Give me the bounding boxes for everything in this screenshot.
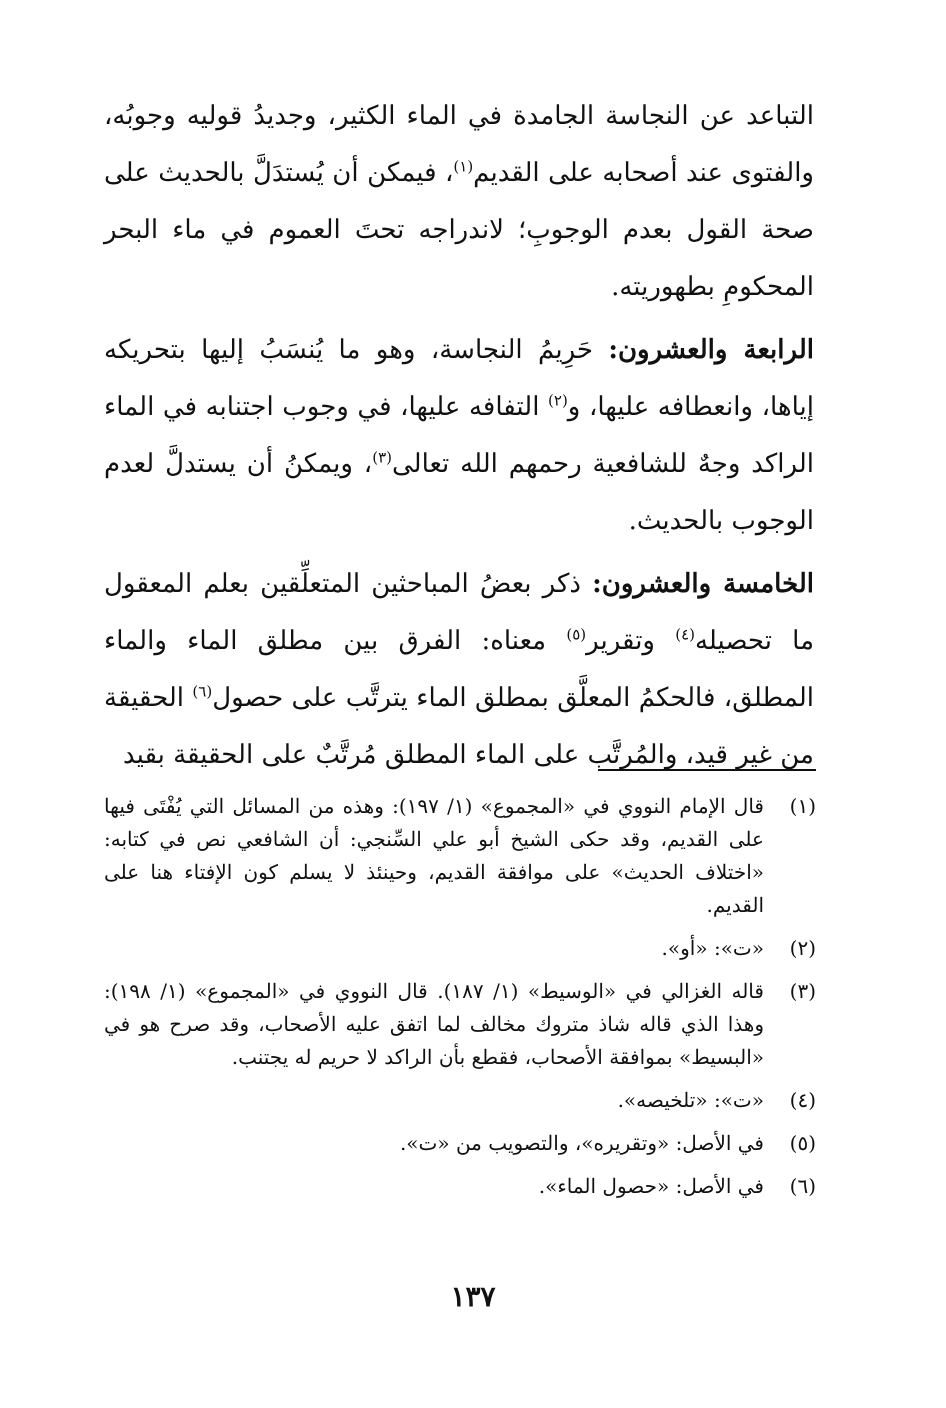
footnotes bbox=[104, 790, 816, 1213]
footnote-text: «ت»: «تلخيصه». bbox=[617, 1088, 764, 1112]
footnote-text: في الأصل: «حصول الماء». bbox=[538, 1174, 764, 1198]
paragraph-2-text-c: ، ويمكنُ أن يستدلَّ لعدم الوجوب بالحديث. bbox=[104, 449, 814, 536]
paragraph-3 bbox=[104, 556, 814, 784]
footnote-ref-4: (٤) bbox=[675, 625, 695, 644]
footnote-number: (٦) bbox=[789, 1174, 816, 1198]
paragraph-1 bbox=[104, 88, 814, 316]
footnote-number: (١) bbox=[789, 794, 816, 818]
footnote-2 bbox=[104, 932, 816, 965]
footnote-text: قاله الغزالي في «الوسيط» (١/ ١٨٧). قال النووي في «المجموع» (١/ ١٩٨): وهذا الذي قاله شاذ متروك مخالف لما اتفق عليه الأصحاب، وقد صرح هو في «البسيط» بموافقة الأصحاب، فقطع بأن الراكد لا حريم له يجتنب. bbox=[104, 979, 764, 1069]
footnote-separator bbox=[598, 769, 816, 771]
main-text bbox=[104, 88, 814, 784]
paragraph-3-text-b: وتقرير bbox=[586, 626, 676, 656]
paragraph-3-heading: الخامسة والعشرون: bbox=[592, 569, 814, 599]
paragraph-2 bbox=[104, 322, 814, 550]
footnote-ref-6: (٦) bbox=[192, 682, 213, 701]
footnote-ref-1: (١) bbox=[453, 157, 474, 176]
footnote-ref-5: (٥) bbox=[566, 625, 587, 644]
footnote-text: في الأصل: «وتقريره»، والتصويب من «ت». bbox=[399, 1131, 764, 1155]
paragraph-1-text: التباعد عن النجاسة الجامدة في الماء الكثير، وجديدُ قوليه وجوبُه، والفتوى عند أصحابه على القديم bbox=[104, 101, 814, 188]
paragraph-2-heading: الرابعة والعشرون: bbox=[608, 335, 814, 365]
footnote-1 bbox=[104, 790, 816, 922]
footnote-text: قال الإمام النووي في «المجموع» (١/ ١٩٧): وهذه من المسائل التي يُفْتَى فيها على القديم، وقد حكى الشيخ أبو علي السِّنجي: أن الشافعي نص في كتابه: «اختلاف الحديث» على موافقة القديم، وحينئذ لا يسلم كون الإفتاء هنا على القديم. bbox=[104, 794, 764, 917]
footnote-text: «ت»: «أو». bbox=[661, 936, 764, 960]
footnote-number: (٥) bbox=[789, 1131, 816, 1155]
footnote-4 bbox=[104, 1084, 816, 1117]
footnote-number: (٣) bbox=[789, 979, 816, 1003]
footnote-6 bbox=[104, 1170, 816, 1203]
paragraph-3-text-c: معناه: الفرق بين مطلق الماء والماء المطلق، فالحكمُ المعلَّق بمطلق الماء يترتَّب على حصول bbox=[104, 626, 814, 713]
paragraph-2-text-b: التفافه عليها، في وجوب اجتنابه في الماء الراكد وجهٌ للشافعية رحمهم الله تعالى bbox=[104, 392, 814, 479]
footnote-3 bbox=[104, 975, 816, 1074]
paragraph-2-text-a: حَرِيمُ النجاسة، وهو ما يُنسَبُ إليها بتحريكه إياها، وانعطافه عليها، و bbox=[104, 335, 814, 422]
footnote-5 bbox=[104, 1127, 816, 1160]
footnote-ref-2: (٢) bbox=[548, 391, 568, 410]
footnote-number: (٢) bbox=[789, 936, 816, 960]
paragraph-3-text-a: ذكر بعضُ المباحثين المتعلِّقين بعلم المعقول ما تحصيله bbox=[104, 569, 815, 656]
footnote-ref-3: (٣) bbox=[372, 448, 392, 467]
footnote-number: (٤) bbox=[789, 1088, 816, 1112]
paragraph-1-tail: ، فيمكن أن يُستدَلَّ بالحديث على صحة القول بعدم الوجوبِ؛ لاندراجه تحتَ العموم في ماء البحر المحكومِ بطهوريته. bbox=[104, 158, 814, 302]
page-number: ١٣٧ bbox=[450, 1280, 496, 1313]
paragraph-3-text-d: الحقيقة من غير قيد، والمُرتَّب على الماء المطلق مُرتَّبٌ على الحقيقة بقيد bbox=[104, 683, 814, 770]
